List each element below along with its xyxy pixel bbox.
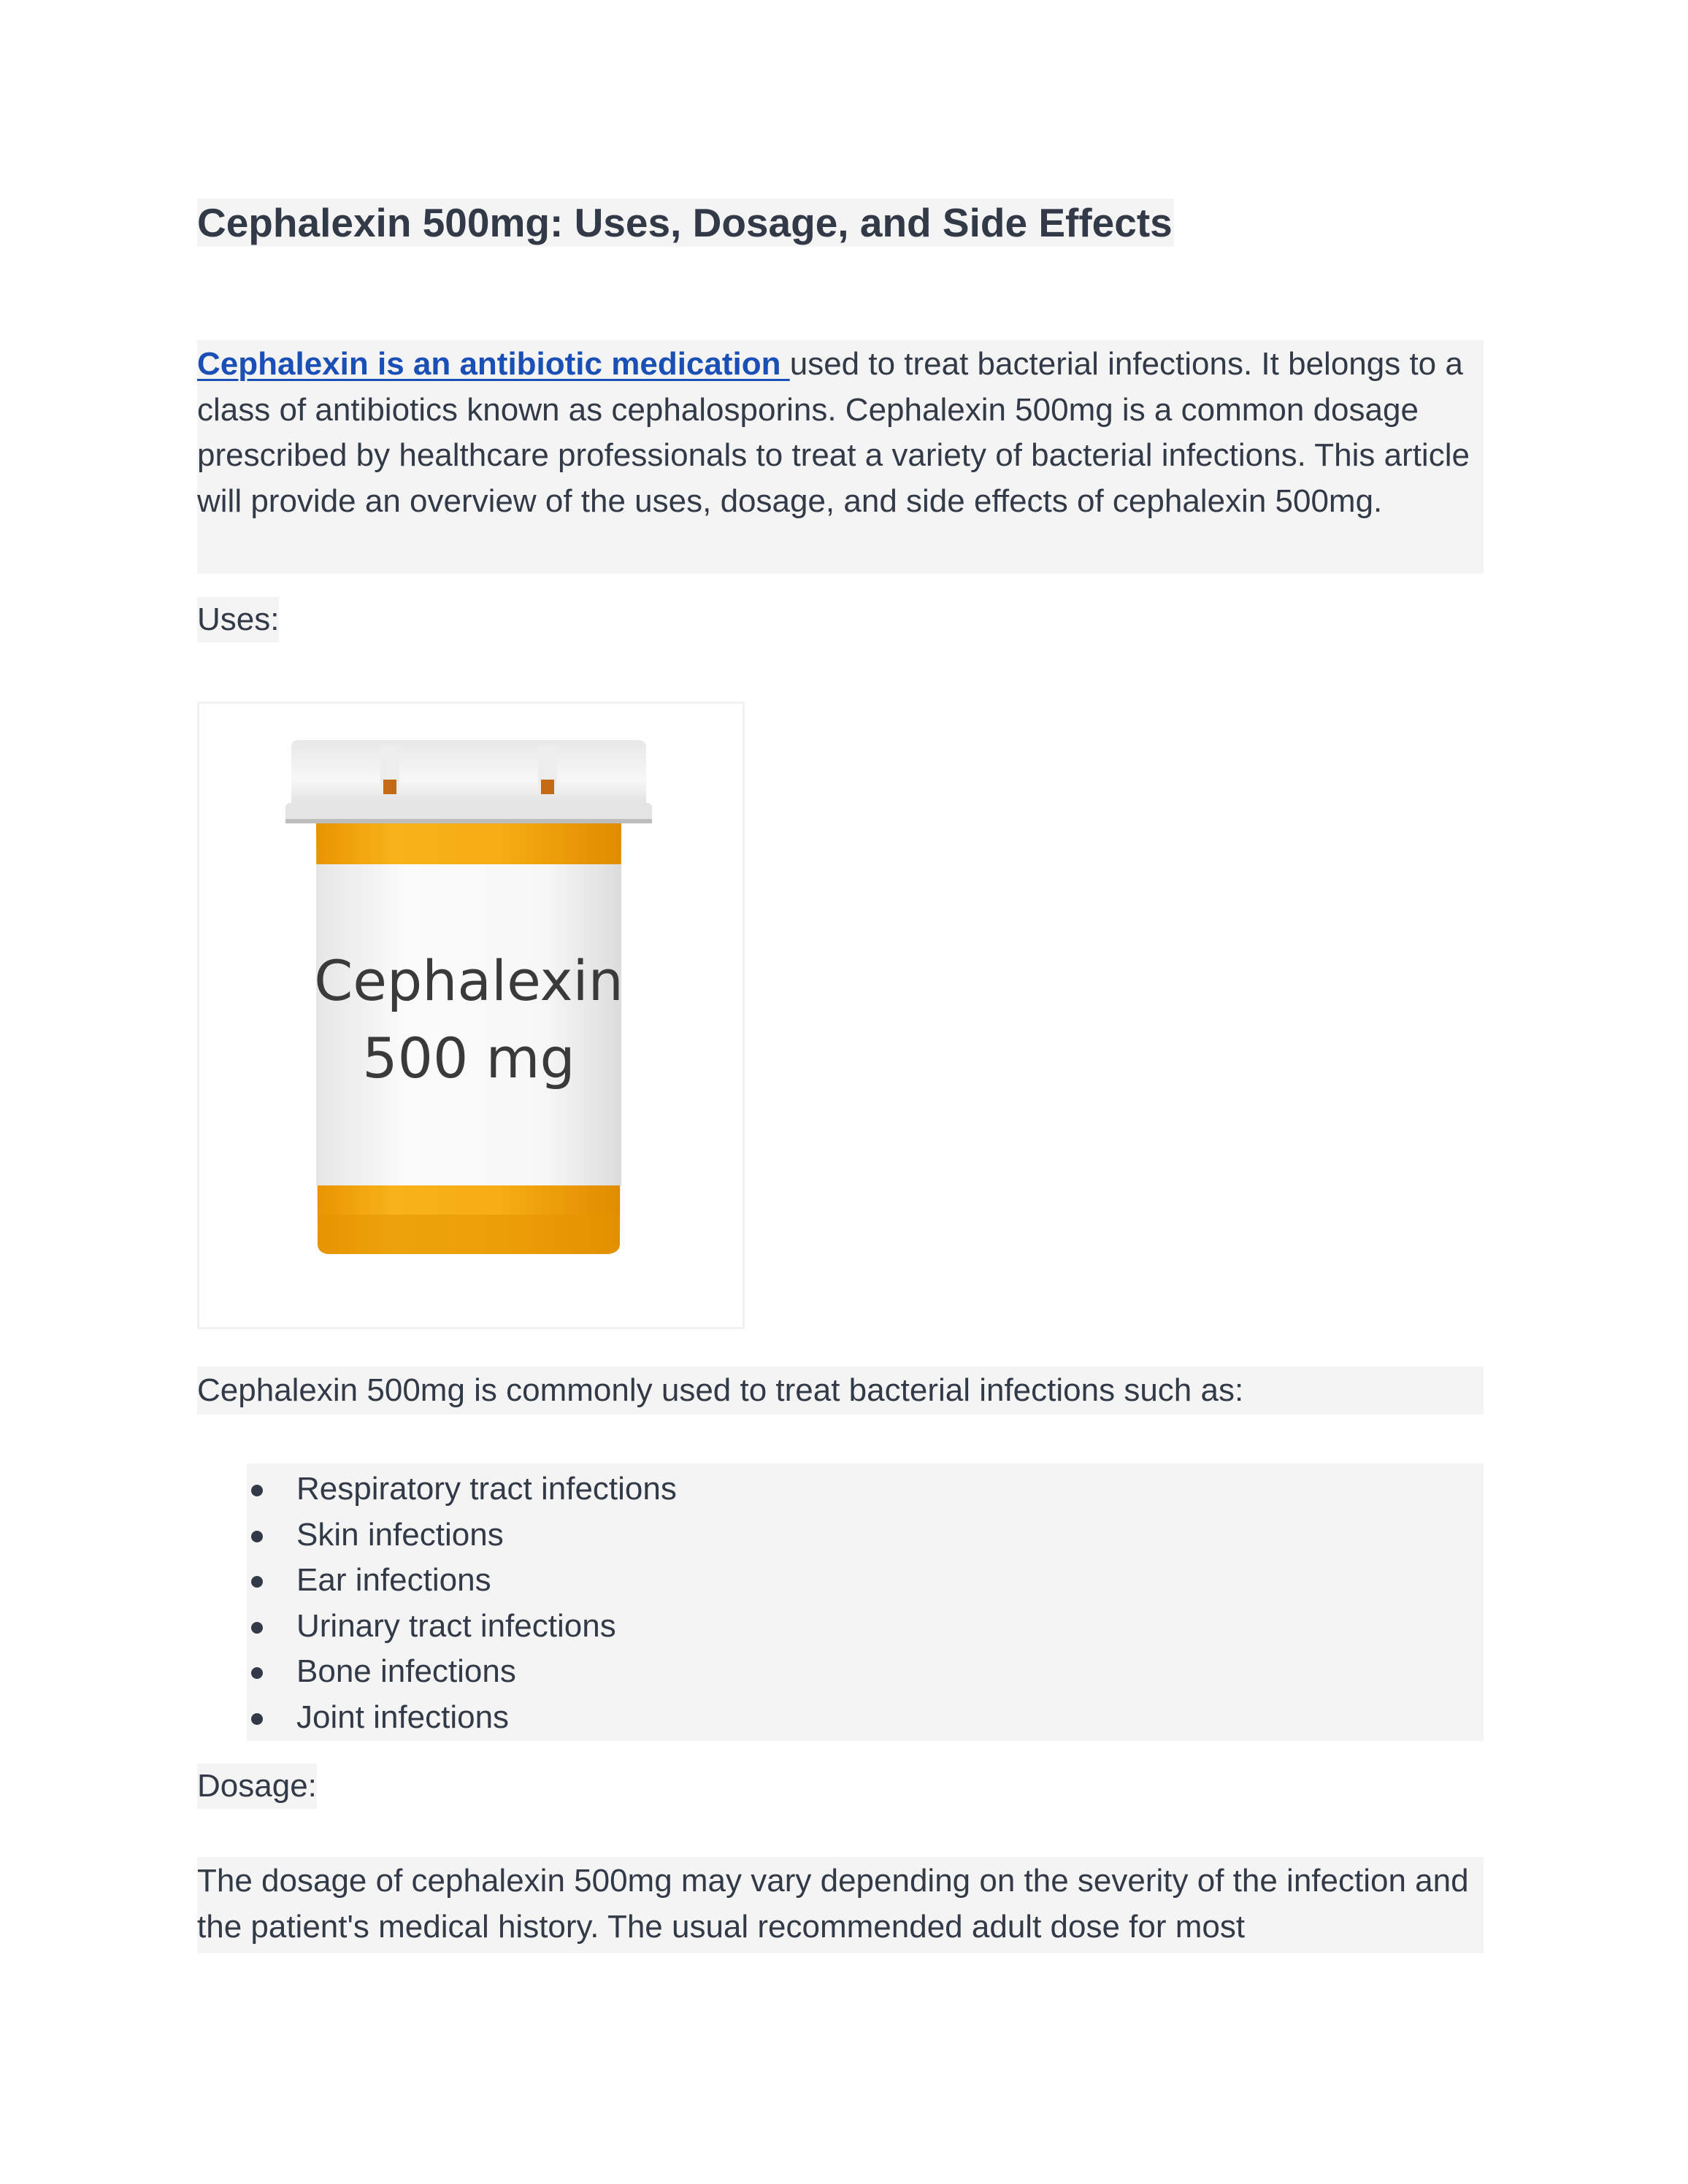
dosage-heading: Dosage: xyxy=(197,1764,317,1809)
dosage-paragraph: The dosage of cephalexin 500mg may vary depending on the severity of the infection and the patient's medical history. The usual recommended adult dose for most xyxy=(197,1857,1484,1953)
bottle-label-line2: 500 mg xyxy=(362,1026,575,1091)
uses-list xyxy=(247,1464,1484,1741)
bullet-icon xyxy=(251,1622,263,1634)
list-item: Respiratory tract infections xyxy=(247,1466,1484,1512)
bullet-icon xyxy=(251,1531,263,1542)
antibiotic-medication-link[interactable]: Cephalexin is an antibiotic medication xyxy=(197,346,790,382)
intro-text: used to treat bacterial infections. It belongs to a class of antibiotics known as cephalosporins. Cephalexin 500mg is a common dosage prescribed by healthcare professionals to treat a variety of bacterial infections. This article will provide an overview of the uses, dosage, and side effects of cephalexin 500mg. xyxy=(197,346,1470,519)
list-item: Bone infections xyxy=(247,1649,1484,1695)
intro-paragraph xyxy=(197,340,1484,574)
cephalexin-bottle-image xyxy=(197,701,745,1329)
list-item: Urinary tract infections xyxy=(247,1604,1484,1650)
list-item: Skin infections xyxy=(247,1512,1484,1558)
bottle-label-line1: Cephalexin xyxy=(314,948,624,1013)
bullet-icon xyxy=(251,1667,263,1679)
bullet-icon xyxy=(251,1485,263,1496)
uses-intro-paragraph: Cephalexin 500mg is commonly used to treat bacterial infections such as: xyxy=(197,1366,1484,1415)
bullet-icon xyxy=(251,1576,263,1588)
page-title: Cephalexin 500mg: Uses, Dosage, and Side Effects xyxy=(197,200,1173,245)
bullet-icon xyxy=(251,1713,263,1725)
list-item: Joint infections xyxy=(247,1695,1484,1741)
uses-heading: Uses: xyxy=(197,597,279,642)
list-item: Ear infections xyxy=(247,1558,1484,1604)
bottle-label xyxy=(316,864,621,1185)
